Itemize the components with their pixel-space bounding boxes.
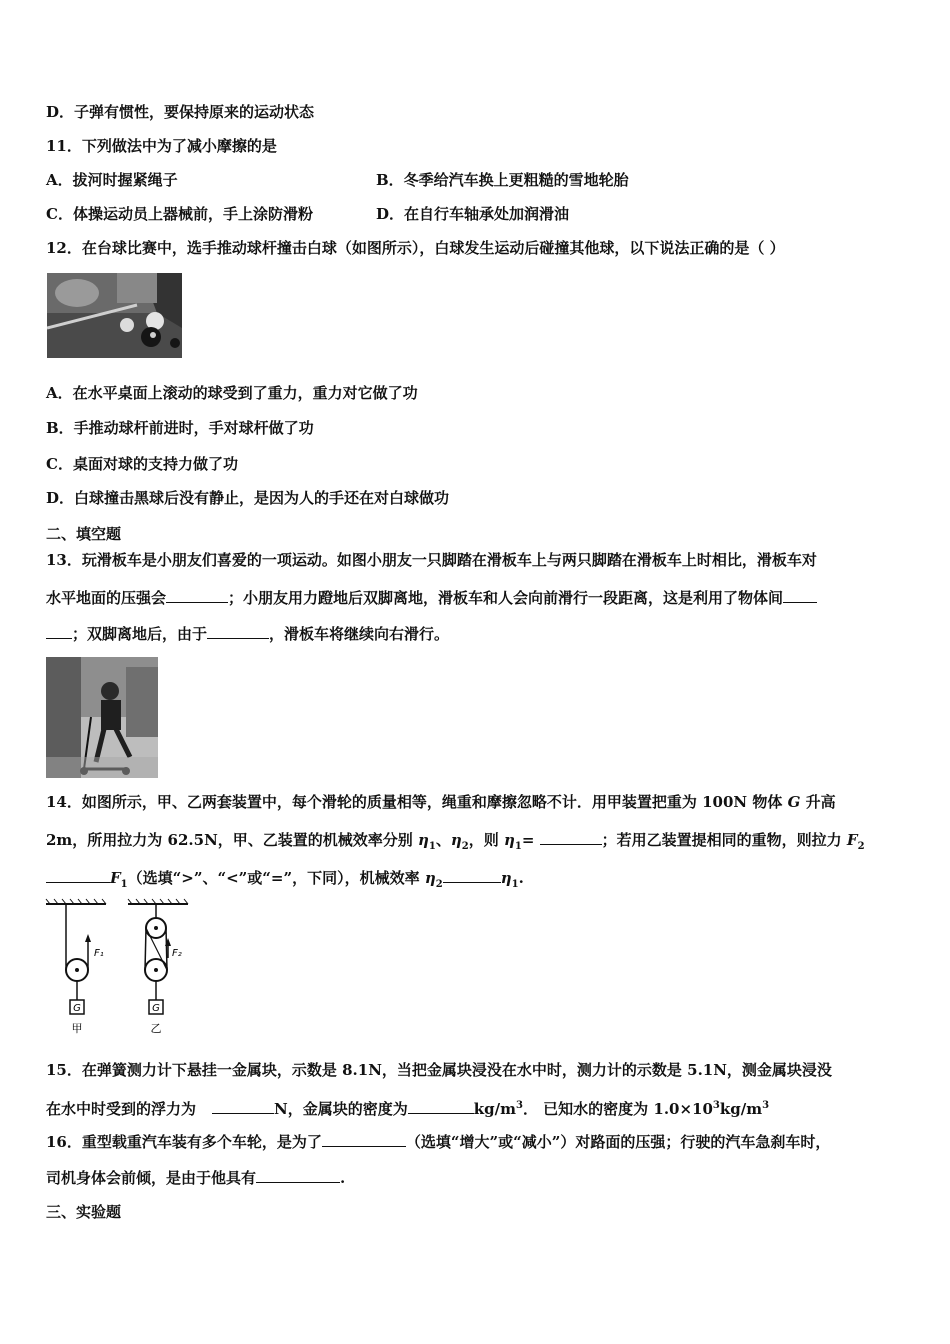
q11-option-a: A．拔河时握紧绳子 <box>46 171 178 189</box>
block-label-g: G <box>73 1003 81 1014</box>
block-label-g: G <box>152 1003 160 1014</box>
q11-option-d: D．在自行车轴承处加润滑油 <box>376 205 570 223</box>
q14-line1 <box>46 792 836 812</box>
q11-option-c: C．体操运动员上器械前，手上涂防滑粉 <box>46 205 313 223</box>
q14-eta: η <box>424 869 436 887</box>
q14-line3 <box>46 868 524 895</box>
q14-text: 2m，所用拉力为 62.5N，甲、乙装置的机械效率分别 <box>46 831 418 849</box>
q12-option-b: B．手推动球杆前进时，手对球杆做了功 <box>46 419 314 437</box>
q14-eta: η <box>418 831 429 849</box>
answer-blank[interactable] <box>166 588 228 603</box>
q11-option-b: B．冬季给汽车换上更粗糙的雪地轮胎 <box>376 171 629 189</box>
q15-text: 在水中时受到的浮力为 <box>46 1100 197 1118</box>
q15-sup: 3 <box>515 1100 523 1111</box>
q13-text: ；双脚离地后，由于 <box>72 625 208 643</box>
q14-var-f: F <box>110 869 121 887</box>
q14-eta: η <box>450 831 462 849</box>
q13-line2 <box>46 588 817 608</box>
q14-text: 升高 <box>800 793 836 811</box>
q14-sub: 2 <box>461 841 469 852</box>
label-jia: 甲 <box>71 1022 83 1035</box>
q11-stem: 11．下列做法中为了减小摩擦的是 <box>46 137 277 155</box>
q13-text: ，滑板车将继续向右滑行。 <box>269 625 450 643</box>
q14-text: . <box>518 869 524 887</box>
q14-sub: 1 <box>511 879 519 890</box>
answer-blank[interactable] <box>46 868 110 883</box>
force-label-f2: F₂ <box>172 948 182 959</box>
q14-sub: 1 <box>428 841 436 852</box>
q14-text: ，则 <box>468 831 504 849</box>
pulley-diagram <box>44 898 194 1038</box>
q14-sub: 2 <box>435 879 443 890</box>
q14-sub: 2 <box>857 841 865 852</box>
q15-sup: 3 <box>762 1100 770 1111</box>
q13-text: 水平地面的压强会 <box>46 589 167 607</box>
answer-blank[interactable] <box>212 1099 274 1114</box>
answer-blank[interactable] <box>443 868 501 883</box>
q15-text: N，金属块的密度为 <box>274 1100 408 1118</box>
q16-text: 司机身体会前倾，是由于他具有 <box>46 1169 257 1187</box>
q14-sub: 1 <box>514 841 522 852</box>
q15-text: kg/m <box>719 1100 763 1118</box>
q15-text: kg/m <box>473 1100 516 1118</box>
q14-line2 <box>46 830 865 857</box>
q16-line1 <box>46 1132 830 1152</box>
q13-line1: 13．玩滑板车是小朋友们喜爱的一项运动。如图小朋友一只脚踏在滑板车上与两只脚踏在滑板车上时相比，滑板车对 <box>46 551 817 569</box>
q16-text: . <box>340 1169 346 1187</box>
q16-text: 16．重型载重汽车装有多个车轮，是为了 <box>46 1133 322 1151</box>
q13-text: ；小朋友用力蹬地后双脚离地，滑板车和人会向前滑行一段距离，这是利用了物体间 <box>228 589 784 607</box>
answer-blank[interactable] <box>207 624 269 639</box>
q14-var-g: G <box>787 793 801 811</box>
q12-option-d: D．白球撞击黑球后没有静止，是因为人的手还在对白球做功 <box>46 489 450 507</box>
q14-sub: 1 <box>120 879 128 890</box>
q14-text: 14．如图所示，甲、乙两套装置中，每个滑轮的质量相等，绳重和摩擦忽略不计．用甲装置把重为 100N 物体 <box>46 793 788 811</box>
q14-eta: η <box>500 869 512 887</box>
q15-line2 <box>46 1096 769 1119</box>
q14-eta: η <box>504 831 515 849</box>
q10-option-d: D．子弹有惯性，要保持原来的运动状态 <box>46 103 315 121</box>
q16-text: （选填“增大”或“减小”）对路面的压强；行驶的汽车急刹车时， <box>405 1133 831 1151</box>
q15-line1: 15．在弹簧测力计下悬挂一金属块，示数是 8.1N，当把金属块浸没在水中时，测力计的示数是 5.1N，测金属块浸没 <box>46 1061 832 1079</box>
q15-sup: 3 <box>712 1100 720 1111</box>
q16-line2 <box>46 1168 345 1188</box>
answer-blank[interactable] <box>322 1132 406 1147</box>
q14-var-f: F <box>846 831 858 849</box>
q12-stem: 12．在台球比赛中，选手推动球杆撞击白球（如图所示），白球发生运动后碰撞其他球，以下说法正确的是（ ） <box>46 239 785 257</box>
q14-text: ；若用乙装置提相同的重物，则拉力 <box>601 831 847 849</box>
q14-text: 、 <box>435 831 451 849</box>
answer-blank[interactable] <box>46 624 72 639</box>
q12-option-a: A．在水平桌面上滚动的球受到了重力，重力对它做了功 <box>46 384 418 402</box>
answer-blank[interactable] <box>256 1168 340 1183</box>
q14-text: （选填“>”、“<”或“=”，下同），机械效率 <box>127 869 425 887</box>
label-yi: 乙 <box>150 1022 162 1035</box>
q13-line3 <box>46 624 449 644</box>
scooter-photo <box>46 657 158 778</box>
answer-blank[interactable] <box>783 588 817 603</box>
q14-text: = <box>521 831 540 849</box>
force-label-f1: F₁ <box>94 948 104 959</box>
section-fill-in: 二、填空题 <box>46 525 122 543</box>
q15-text: ． 已知水的密度为 1.0×10 <box>522 1100 713 1118</box>
q12-option-c: C．桌面对球的支持力做了功 <box>46 455 238 473</box>
section-experiment: 三、实验题 <box>46 1203 122 1221</box>
answer-blank[interactable] <box>540 830 602 845</box>
answer-blank[interactable] <box>408 1099 474 1114</box>
billiards-photo <box>47 273 182 358</box>
